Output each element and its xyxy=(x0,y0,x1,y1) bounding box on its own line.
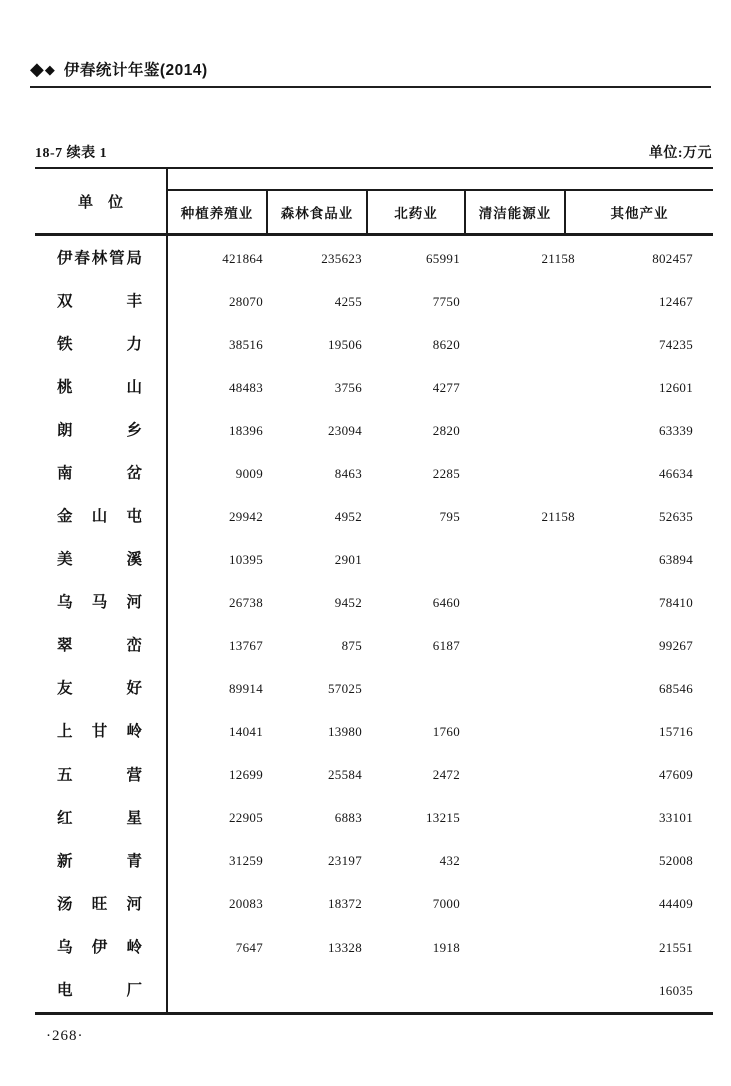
row-name-char: 青 xyxy=(126,852,142,870)
page-number: ·268· xyxy=(46,1028,84,1044)
cell-value: 28070 xyxy=(229,293,263,309)
cell-value: 4255 xyxy=(334,293,362,309)
cell-value: 6883 xyxy=(334,810,362,826)
cell-value: 13980 xyxy=(328,724,362,740)
cell-value: 1918 xyxy=(432,939,460,955)
cell-value: 6187 xyxy=(432,638,460,654)
cell-value: 12601 xyxy=(659,379,693,395)
header-bottom-rule xyxy=(35,233,713,236)
row-name xyxy=(57,754,142,797)
cell-value: 47609 xyxy=(659,767,693,783)
row-name-char: 乡 xyxy=(126,422,142,440)
row-name-char: 铁 xyxy=(57,335,73,353)
table-row xyxy=(35,625,713,668)
cell-value: 52635 xyxy=(659,508,693,524)
cell-value: 57025 xyxy=(328,681,362,697)
column-header: 种植养殖业 xyxy=(180,206,254,221)
column-header: 北药业 xyxy=(394,206,438,221)
row-name-char: 岭 xyxy=(126,723,142,741)
cell-value: 3756 xyxy=(334,379,362,395)
row-name-char: 伊 xyxy=(57,249,73,267)
row-name xyxy=(57,582,142,625)
row-name-char: 岭 xyxy=(126,938,142,956)
cell-value: 38516 xyxy=(229,336,263,352)
row-name-char: 力 xyxy=(126,335,142,353)
row-name-char: 好 xyxy=(126,680,142,698)
row-name-char: 屯 xyxy=(126,508,142,526)
cell-value: 21551 xyxy=(659,939,693,955)
row-name-char: 甘 xyxy=(91,723,108,741)
cell-value: 63894 xyxy=(659,551,693,567)
cell-value: 2901 xyxy=(334,551,362,567)
table-body xyxy=(35,237,713,1012)
row-name-char: 河 xyxy=(126,594,142,612)
cell-value: 10395 xyxy=(229,551,263,567)
row-name-char: 美 xyxy=(57,551,73,569)
cell-value: 7647 xyxy=(235,939,263,955)
table-row xyxy=(35,969,713,1012)
row-name-char: 旺 xyxy=(91,895,108,913)
row-name-char: 朗 xyxy=(57,422,73,440)
diamond-large-icon: ◆ xyxy=(30,59,44,79)
cell-value: 12699 xyxy=(229,767,263,783)
cell-value: 13215 xyxy=(426,810,460,826)
table-row xyxy=(35,883,713,926)
cell-value: 2472 xyxy=(432,767,460,783)
cell-value: 23197 xyxy=(328,853,362,869)
row-name xyxy=(57,452,142,495)
row-name-char: 翠 xyxy=(57,637,73,655)
cell-value: 99267 xyxy=(659,638,693,654)
cell-value: 23094 xyxy=(328,422,362,438)
table-row xyxy=(35,409,713,452)
row-name-char: 营 xyxy=(126,766,142,784)
table-label: 18-7 续表 1 xyxy=(35,146,108,161)
cell-value: 235623 xyxy=(321,250,362,266)
row-name-char: 林 xyxy=(91,249,108,267)
row-name-char: 五 xyxy=(57,766,73,784)
row-name xyxy=(57,280,142,323)
row-name-char: 厂 xyxy=(126,981,142,999)
cell-value: 2285 xyxy=(432,465,460,481)
row-name xyxy=(57,840,142,883)
cell-value: 8620 xyxy=(432,336,460,352)
row-name xyxy=(57,366,142,409)
table-row xyxy=(35,840,713,883)
row-name-char: 山 xyxy=(91,508,108,526)
row-name xyxy=(57,969,142,1012)
row-name-char: 溪 xyxy=(126,551,142,569)
table-row xyxy=(35,582,713,625)
row-name-char: 峦 xyxy=(126,637,142,655)
row-name-char: 丰 xyxy=(126,292,142,310)
column-header: 森林食品业 xyxy=(280,206,354,221)
cell-value: 74235 xyxy=(659,336,693,352)
cell-value: 48483 xyxy=(229,379,263,395)
cell-value: 13767 xyxy=(229,638,263,654)
row-name-char: 山 xyxy=(126,378,142,396)
table-row xyxy=(35,926,713,969)
cell-value: 1760 xyxy=(432,724,460,740)
cell-value: 7000 xyxy=(432,896,460,912)
row-name-char: 春 xyxy=(74,249,90,267)
table-row xyxy=(35,280,713,323)
table-row xyxy=(35,711,713,754)
row-name-char: 金 xyxy=(57,508,73,526)
table-row xyxy=(35,366,713,409)
cell-value: 14041 xyxy=(229,724,263,740)
masthead-rule xyxy=(30,86,711,88)
cell-value: 9009 xyxy=(235,465,263,481)
row-name xyxy=(57,409,142,452)
cell-value: 21158 xyxy=(541,508,575,524)
cell-value: 78410 xyxy=(659,595,693,611)
cell-value: 44409 xyxy=(659,896,693,912)
cell-value: 68546 xyxy=(659,681,693,697)
cell-value: 89914 xyxy=(229,681,263,697)
cell-value: 19506 xyxy=(328,336,362,352)
cell-value: 7750 xyxy=(432,293,460,309)
cell-value: 8463 xyxy=(334,465,362,481)
row-name xyxy=(57,538,142,581)
cell-value: 795 xyxy=(439,508,460,524)
cell-value: 52008 xyxy=(659,853,693,869)
row-name xyxy=(57,797,142,840)
table-row xyxy=(35,754,713,797)
cell-value: 4952 xyxy=(334,508,362,524)
row-name xyxy=(57,668,142,711)
cell-value: 6460 xyxy=(432,595,460,611)
cell-value: 22905 xyxy=(229,810,263,826)
row-name xyxy=(57,926,142,969)
row-name-char: 桃 xyxy=(57,378,73,396)
row-name-char: 伊 xyxy=(91,938,108,956)
cell-value: 421864 xyxy=(222,250,263,266)
cell-value: 13328 xyxy=(328,939,362,955)
row-name xyxy=(57,711,142,754)
row-name-char: 乌 xyxy=(57,594,73,612)
diamond-small-icon: ◆ xyxy=(44,61,55,77)
table-row xyxy=(35,452,713,495)
cell-value: 25584 xyxy=(328,767,362,783)
table-bottom-rule xyxy=(35,1012,713,1015)
row-name-char: 管 xyxy=(109,249,125,267)
cell-value: 16035 xyxy=(659,982,693,998)
row-name xyxy=(57,625,142,668)
row-name-char: 星 xyxy=(126,809,142,827)
cell-value: 2820 xyxy=(432,422,460,438)
row-name-char: 局 xyxy=(126,249,142,267)
row-name xyxy=(57,495,142,538)
cell-value: 31259 xyxy=(229,853,263,869)
row-name-char: 友 xyxy=(57,680,73,698)
row-name xyxy=(57,237,142,280)
cell-value: 4277 xyxy=(432,379,460,395)
table-row xyxy=(35,495,713,538)
cell-value: 15716 xyxy=(659,724,693,740)
cell-value: 21158 xyxy=(541,250,575,266)
row-name xyxy=(57,883,142,926)
unit-note: 单位:万元 xyxy=(648,146,712,161)
row-name-char: 乌 xyxy=(57,938,73,956)
row-name xyxy=(57,323,142,366)
table-row xyxy=(35,668,713,711)
row-name-char: 电 xyxy=(57,981,73,999)
table-row xyxy=(35,237,713,280)
cell-value: 802457 xyxy=(652,250,693,266)
unit-header-cell: 单 位 xyxy=(77,193,123,211)
cell-value: 20083 xyxy=(229,896,263,912)
row-name-char: 南 xyxy=(57,465,73,483)
row-name-char: 马 xyxy=(91,594,108,612)
row-name-char: 汤 xyxy=(57,895,73,913)
row-name-char: 上 xyxy=(57,723,73,741)
row-name-char: 岔 xyxy=(126,465,142,483)
cell-value: 18372 xyxy=(328,896,362,912)
cell-value: 33101 xyxy=(659,810,693,826)
cell-value: 63339 xyxy=(659,422,693,438)
masthead-title: 伊春统计年鉴(2014) xyxy=(63,62,208,79)
cell-value: 9452 xyxy=(334,595,362,611)
column-header: 其他产业 xyxy=(610,206,669,221)
statistics-table xyxy=(35,167,713,1016)
cell-value: 18396 xyxy=(229,422,263,438)
masthead xyxy=(30,58,208,80)
row-name-char: 双 xyxy=(57,292,73,310)
row-name-char: 红 xyxy=(57,809,73,827)
cell-value: 12467 xyxy=(659,293,693,309)
cell-value: 432 xyxy=(439,853,460,869)
cell-value: 26738 xyxy=(229,595,263,611)
row-name-char: 河 xyxy=(126,895,142,913)
cell-value: 46634 xyxy=(659,465,693,481)
table-row xyxy=(35,797,713,840)
cell-value: 875 xyxy=(341,638,362,654)
cell-value: 29942 xyxy=(229,508,263,524)
table-row xyxy=(35,323,713,366)
row-name-char: 新 xyxy=(57,852,73,870)
cell-value: 65991 xyxy=(426,250,460,266)
table-row xyxy=(35,538,713,581)
column-header: 清洁能源业 xyxy=(478,206,552,221)
